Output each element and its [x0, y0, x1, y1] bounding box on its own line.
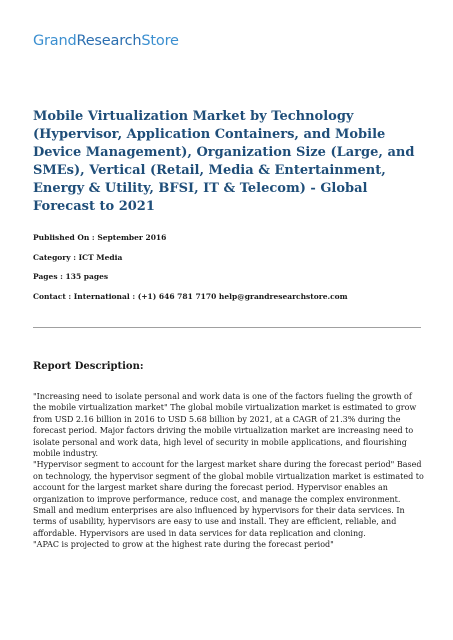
contact-info: Contact : International : (+1) 646 781 7170 help@grandresearchstore.com — [33, 292, 348, 301]
description-paragraph: "Increasing need to isolate personal and work data is one of the factors fueling the growth of the mobile virtualization market" The global mobile virtualization market is estimated to grow from USD 2.16 billion in 2016 to USD 5.68 billion by 2021, at a CAGR of 21.3% during the forecast period. Major factors driving the mobile virtualization market are increasing need to isolate personal and work data, high level of security in mobile applications, and flourishing mobile industry. — [33, 392, 417, 459]
page-count: Pages : 135 pages — [33, 272, 109, 281]
category: Category : ICT Media — [33, 253, 123, 262]
brand-logo — [33, 33, 179, 49]
report-description-body — [33, 391, 425, 551]
report-description-heading: Report Description: — [33, 361, 144, 372]
report-title: Mobile Virtualization Market by Technology (Hypervisor, Application Containers, and Mobile Device Management), Organization Size (Large, and SMEs), Vertical (Retail, Media & Entertainment, Energy & Utility, BFSI, IT & Telecom) - Global Forecast to 2021 — [33, 109, 415, 214]
description-paragraph: "Hypervisor segment to account for the largest market share during the forecast period" Based on technology, the hypervisor segment of the global mobile virtualization market is estimated to account for the largest market share during the forecast period. Hypervisor enables an organization to improve performance, reduce cost, and manage the complex environment. Small and medium enterprises are also influenced by hypervisors for their data services. In terms of usability, hypervisors are easy to use and install. They are efficient, reliable, and affordable. Hypervisors are used in data services for data replication and cloning. — [33, 460, 424, 538]
description-paragraph: "APAC is projected to grow at the highest rate during the forecast period" — [33, 540, 334, 550]
published-date: Published On : September 2016 — [33, 233, 167, 242]
logo-part-research: Research — [76, 33, 142, 49]
section-divider — [33, 327, 421, 328]
logo-part-store: Store — [141, 33, 179, 49]
logo-part-grand: Grand — [33, 33, 77, 49]
